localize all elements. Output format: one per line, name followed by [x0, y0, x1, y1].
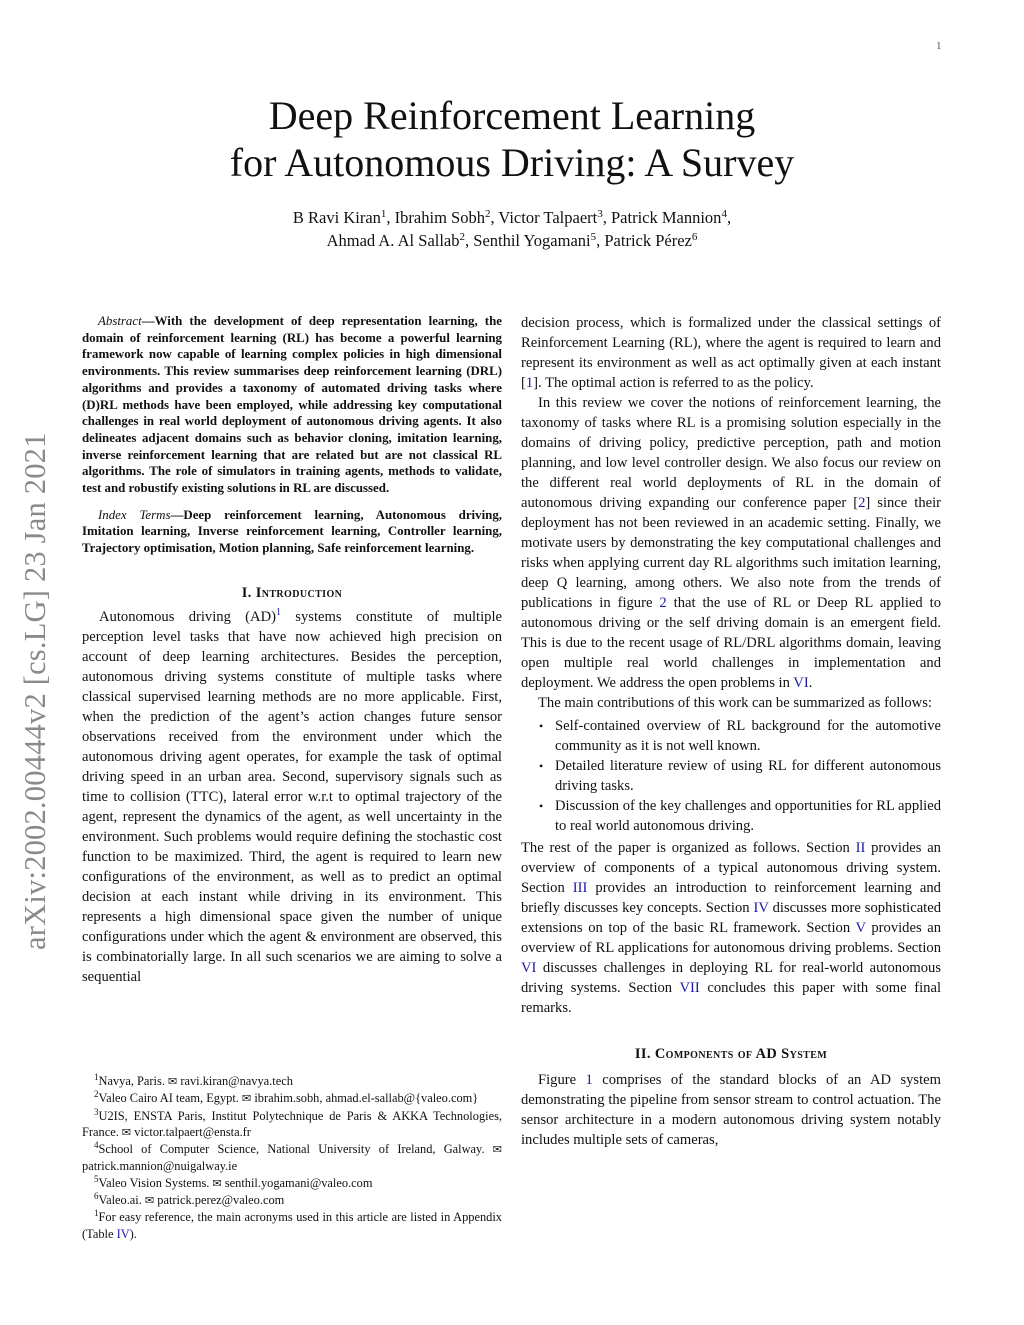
mail-icon: ✉	[492, 1143, 502, 1157]
affiliation-mark: 2	[459, 231, 466, 243]
mail-icon: ✉	[144, 1194, 155, 1208]
section-ref-link[interactable]: III	[572, 880, 588, 896]
author: Victor Talpaert	[498, 208, 598, 227]
footnote-text: School of Computer Science, National University of Ireland, Galway.	[98, 1142, 493, 1157]
text-run: discusses more sophisticated extensions on top of the basic RL framework. Section	[521, 900, 942, 936]
footnote-email: senthil.yogamani@valeo.com	[224, 1175, 373, 1190]
footnote-affiliation-3	[82, 1108, 502, 1142]
mail-icon: ✉	[121, 1125, 132, 1139]
author: Patrick Mannion	[610, 208, 722, 227]
footnote-affiliation-5	[82, 1175, 502, 1192]
section-ref-link[interactable]: II	[855, 840, 866, 856]
footnote-acronyms	[82, 1209, 502, 1242]
author: Ahmad A. Al Sallab	[326, 231, 460, 250]
affiliation-mark: 3	[597, 208, 603, 220]
intro-paragraph-4	[521, 838, 941, 1018]
contributions-list	[521, 716, 941, 836]
affiliation-mark: 1	[380, 208, 387, 220]
list-item: • Discussion of the key challenges and opportunities for RL applied to real world autonomous driving.	[555, 796, 941, 836]
text-run: Autonomous driving (AD)	[99, 608, 276, 625]
footnote-text: Valeo Vision Systems.	[98, 1175, 213, 1190]
text-run: provides an overview of RL applications for autonomous driving problems. Section	[521, 920, 941, 956]
section-heading-introduction: I. Introduction	[241, 584, 343, 601]
footnote-text: Navya, Paris.	[98, 1074, 169, 1088]
text-run: ] since their deployment has not been reviewed in an academic setting. Finally, we motivate users by demonstrating the key computational challenges and risks when applying current day RL algorithms such imitation learning, deep Q learning, among others. We also note from the trends of publications in figure	[521, 495, 942, 611]
footnote-text: Valeo.ai.	[98, 1193, 145, 1208]
text-run: that the use of RL or Deep RL applied to autonomous driving or the self driving domain is an emergent field. This is due to the recent usage of RL/DRL algorithms domain, leaving open multiple real world challenges in implementation and deployment. We address the open problems in	[521, 595, 941, 691]
text-run: decision process, which is formalized under the classical settings of Reinforcement Learning (RL), where the agent is required to learn and represent its environment as well as act optimally given at each instant [	[521, 315, 941, 391]
figure-ref-link[interactable]: 1	[585, 1072, 593, 1088]
mail-icon: ✉	[168, 1075, 178, 1088]
text-run: concludes this paper with some final remarks.	[521, 980, 941, 1016]
footnote-affiliation-4	[82, 1141, 502, 1175]
author: B Ravi Kiran	[292, 208, 381, 227]
footnote-mark: 4	[94, 1140, 99, 1151]
footnote-text: ).	[129, 1226, 137, 1241]
footnote-affiliation-2	[82, 1090, 502, 1107]
footnote-text: For easy reference, the main acronyms used in this article are listed in Appendix (Table	[82, 1210, 502, 1241]
footnote-affiliation-6	[82, 1192, 502, 1209]
page-number: 1	[936, 40, 942, 52]
index-terms	[82, 507, 502, 557]
footnote-email: victor.talpaert@ensta.fr	[134, 1124, 251, 1139]
text-run: provides an overview of components of a typical autonomous driving system. Section	[521, 840, 941, 896]
title-line-1: Deep Reinforcement Learning	[268, 93, 756, 138]
intro-paragraph-1-continued	[521, 313, 941, 393]
text-run: The rest of the paper is organized as follows. Section	[521, 840, 856, 856]
footnote-email: ibrahim.sobh, ahmad.el-sallab@{valeo.com}	[254, 1091, 479, 1106]
footnote-email: patrick.perez@valeo.com	[157, 1193, 285, 1208]
text-run: comprises of the standard blocks of an AD system demonstrating the pipeline from sensor stream to control actuation. The sensor architecture in a modern autonomous driving system notably includes multiple sets of cameras,	[521, 1072, 941, 1148]
figure-ref-link[interactable]: 2	[659, 595, 667, 611]
mail-icon: ✉	[242, 1092, 252, 1106]
footnote-email: ravi.kiran@navya.tech	[180, 1074, 293, 1088]
author: Ibrahim Sobh	[394, 208, 485, 227]
intro-paragraph-3: The main contributions of this work can be summarized as follows:	[538, 695, 932, 711]
text-run: discusses challenges in deploying RL for real-world autonomous driving systems. Section	[521, 960, 941, 996]
abstract-text: —With the development of deep representation learning, the domain of reinforcement learning (RL) has become a powerful learning framework now capable of learning complex policies in high dimensional environments. This review summarises deep reinforcement learning (DRL) algorithms and provides a taxonomy of automated driving tasks where (D)RL methods have been employed, while addressing key computational challenges in real world deployment of autonomous driving agents. It also delineates adjacent domains such as behavior cloning, imitation learning, inverse reinforcement learning that are related but are not classical RL algorithms. The role of simulators in training agents, methods to validate, test and robustify existing solutions in RL are discussed.	[82, 314, 502, 496]
footnote-mark: 2	[94, 1089, 99, 1100]
footnote-mark: 3	[94, 1106, 99, 1117]
footnote-email: patrick.mannion@nuigalway.ie	[82, 1159, 238, 1174]
text-run: Figure	[538, 1072, 586, 1088]
affiliation-mark: 6	[691, 231, 698, 243]
text-run: .	[808, 675, 813, 691]
section-ref-link[interactable]: V	[855, 920, 866, 936]
footnote-mark: 1	[94, 1072, 99, 1082]
abstract-label: Abstract	[98, 314, 142, 328]
footnote-affiliation-1	[82, 1073, 502, 1090]
section-ref-link[interactable]: VII	[679, 980, 700, 996]
affiliation-mark: 4	[721, 208, 727, 220]
arxiv-stamp: arXiv:2002.00444v2 [cs.LG] 23 Jan 2021	[18, 432, 52, 950]
abstract	[82, 313, 502, 497]
title-line-2: for Autonomous Driving: A Survey	[229, 140, 795, 185]
list-item: • Detailed literature review of using RL for different autonomous driving tasks.	[555, 756, 941, 796]
footnote-link[interactable]: 1	[275, 606, 281, 618]
paper-title	[0, 92, 1024, 186]
components-paragraph-1	[521, 1070, 941, 1150]
list-item: • Self-contained overview of RL background for the automotive community as it is not well known.	[555, 716, 941, 756]
citation-link[interactable]: 1	[525, 375, 534, 391]
text-run: systems constitute of multiple perception level tasks that have now achieved high precision on account of deep learning architectures. Besides the perception, autonomous driving systems constitute of multiple tasks where classical supervised learning methods are no more applicable. First, when the prediction of the agent’s action changes future sensor observations received from the environment under which the autonomous driving agent operates, for example the task of optimal driving speed in an urban area. Second, supervisory signals such as time to collision (TTC), lateral error w.r.t to optimal trajectory of the agent, represent the dynamics of the agent, as well uncertainty in the environment. Such problems would require defining the stochastic cost function to be maximized. Third, the agent is required to learn new configurations of the environment, as well as to predict an optimal decision at each instant while driving in its environment. This represents a high dimensional space given the number of unique configurations under which the agent & environment are observed, this is combinatorially large. In all such scenarios we are aiming to solve a sequential	[82, 608, 502, 985]
index-terms-text: —Deep reinforcement learning, Autonomous driving, Imitation learning, Inverse reinforcement learning, Controller learning, Trajectory optimisation, Motion planning, Safe reinforcement learning.	[82, 507, 502, 556]
section-ref-link[interactable]: VI	[521, 960, 537, 976]
intro-paragraph-2	[521, 393, 941, 693]
affiliation-mark: 5	[590, 231, 597, 243]
footnote-text: U2IS, ENSTA Paris, Institut Polytechnique de Paris & AKKA Technologies, France.	[82, 1108, 502, 1139]
mail-icon: ✉	[212, 1176, 222, 1190]
footnote-text: Valeo Cairo AI team, Egypt.	[98, 1091, 242, 1106]
index-terms-label: Index Terms	[98, 507, 171, 522]
section-heading-components: II. Components of AD System	[634, 1046, 828, 1062]
section-ref-link[interactable]: VI	[793, 675, 809, 691]
author: Patrick Pérez	[604, 231, 692, 250]
footnote-mark: 6	[94, 1191, 99, 1202]
affiliation-mark: 2	[484, 208, 491, 220]
author-list: B Ravi Kiran$^1$, Ibrahim Sobh$^2$, Victor Talpaert$^3$, Patrick Mannion$^4$, Ahmad A. Al Sallab$^2$, Senthil Yogamani$^5$, Patrick Pérez$^6$	[292, 208, 732, 250]
text-run: ]. The optimal action is referred to as the policy.	[533, 375, 814, 391]
text-run: In this review we cover the notions of reinforcement learning, the taxonomy of tasks where RL is a promising solution especially in the domains of driving policy, predictive perception, path and motion planning, and low level controller design. We also focus our review on the different real world deployments of RL in the domain of autonomous driving expanding our conference paper [	[521, 395, 941, 511]
author: Senthil Yogamani	[473, 231, 591, 250]
footnote-mark: 5	[94, 1173, 99, 1184]
citation-link[interactable]: 2	[858, 495, 866, 511]
right-column	[521, 313, 941, 1150]
footnotes	[82, 1073, 502, 1242]
intro-paragraph-1	[82, 607, 502, 987]
left-column	[82, 313, 502, 987]
table-ref-link[interactable]: IV	[116, 1226, 130, 1241]
text-run: provides an introduction to reinforcement learning and briefly discusses key concepts. Section	[521, 880, 941, 916]
section-ref-link[interactable]: IV	[753, 900, 769, 916]
footnote-mark: 1	[94, 1208, 99, 1219]
